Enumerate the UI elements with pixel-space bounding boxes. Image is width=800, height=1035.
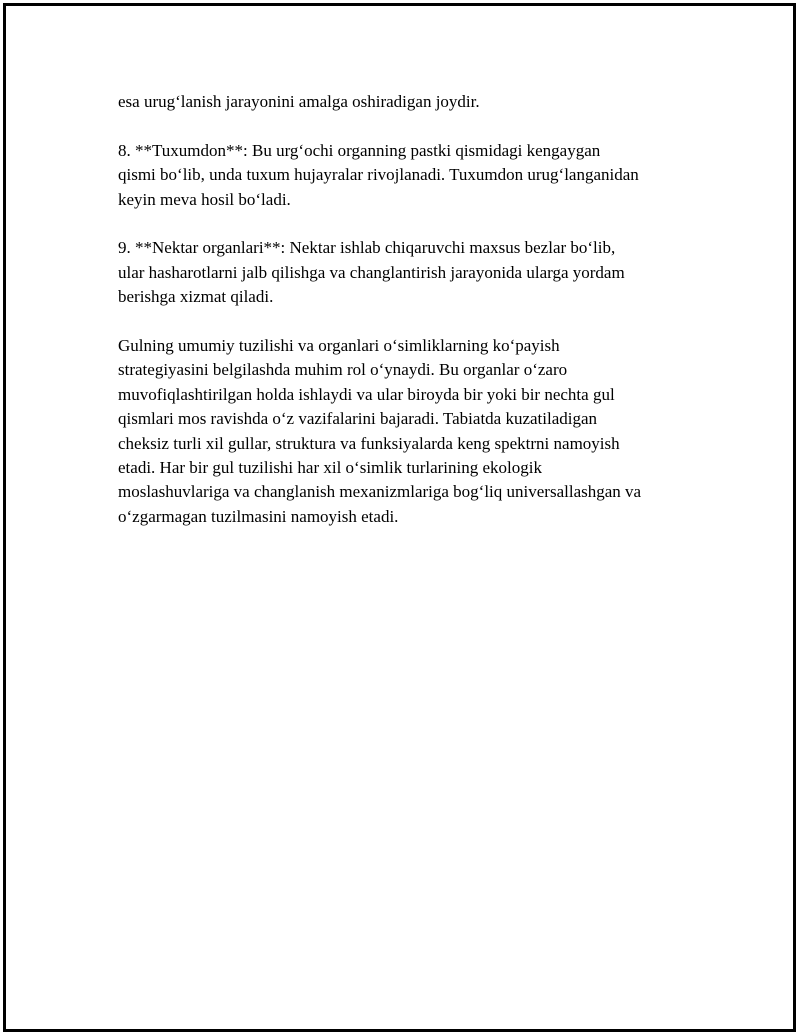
- paragraph-continuation: esa urug‘lanish jarayonini amalga oshiradigan joydir.: [118, 92, 480, 111]
- document-body: [118, 90, 708, 554]
- paragraph-nektar-organlari: 9. **Nektar organlari**: Nektar ishlab chiqaruvchi maxsus bezlar bo‘lib, ular hasharotlarni jalb qilishga va changlantirish jarayonida ularga yordam berishga xizmat qiladi.: [118, 238, 625, 307]
- paragraph-tuxumdon: 8. **Tuxumdon**: Bu urg‘ochi organning pastki qismidagi kengaygan qismi bo‘lib, unda tuxum hujayralar rivojlanadi. Tuxumdon urug‘langanidan keyin meva hosil bo‘ladi.: [118, 140, 639, 209]
- paragraph-summary: Gulning umumiy tuzilishi va organlari o‘simliklarning ko‘payish strategiyasini belgilashda muhim rol o‘ynaydi. Bu organlar o‘zaro muvofiqlashtirilgan holda ishlaydi va ular biroyda bir yoki bir nechta gul qismlari mos ravishda o‘z vazifalarini bajaradi. Tabiatda kuzatiladigan cheksiz turli xil gullar, struktura va funksiyalarda keng spektrni namoyish etadi. Har bir gul tuzilishi har xil o‘simlik turlarining ekologik moslashuvlariga va changlanish mexanizmlariga bog‘liq universallashgan va o‘zgarmagan tuzilmasini namoyish etadi.: [118, 336, 642, 526]
